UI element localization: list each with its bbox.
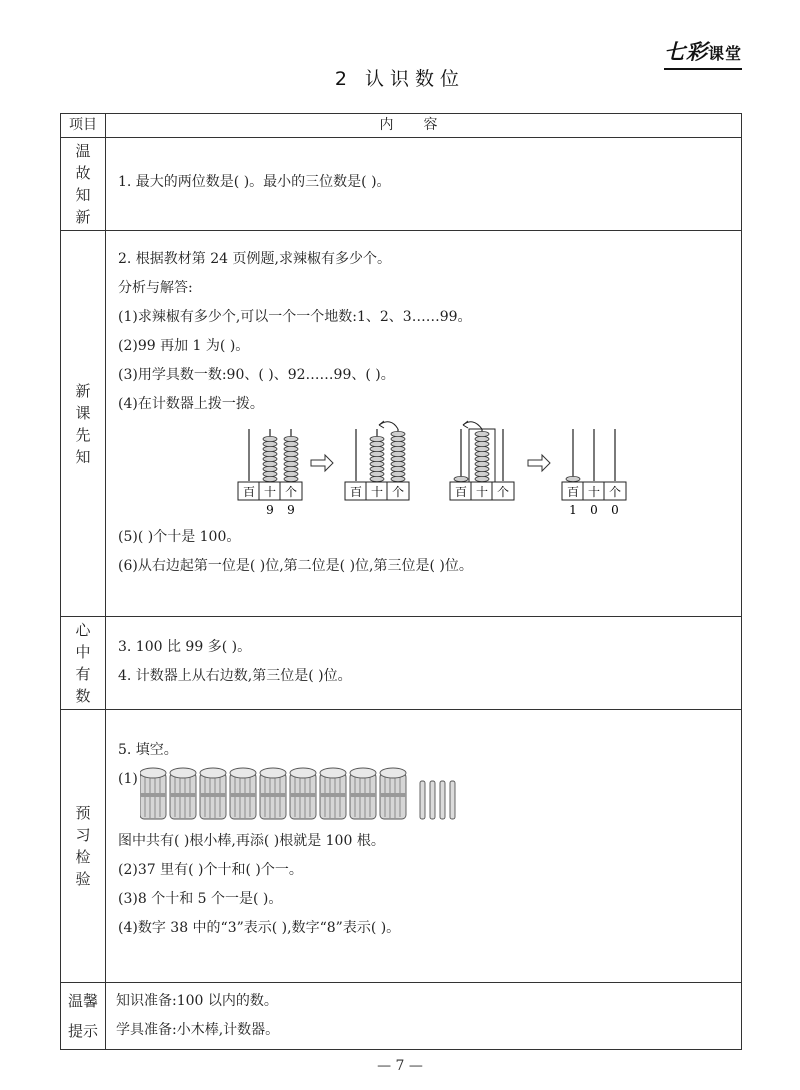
place-tens-3: 十	[475, 485, 489, 499]
stick-bundle	[260, 768, 286, 819]
step-2: (2)99 再加 1 为( )。	[118, 338, 250, 354]
arrow-icon	[528, 455, 550, 471]
question-2: 2. 根据教材第 24 页例题,求辣椒有多少个。	[118, 251, 391, 267]
header-content: 内容	[106, 114, 742, 138]
sub-question-1: (1)	[118, 771, 138, 787]
arrow-icon	[311, 455, 333, 471]
brand-sub: 课堂	[707, 44, 742, 63]
stick-bundle	[170, 768, 196, 819]
abacus-3	[450, 421, 514, 500]
digit-tens: 9	[266, 503, 274, 517]
place-hundreds-3: 百	[454, 485, 468, 499]
question-4: 4. 计数器上从右边数,第三位是( )位。	[118, 668, 352, 684]
label-tips: 温馨提示	[61, 983, 106, 1050]
abacus-diagram	[233, 419, 653, 519]
label-review: 温故知新	[61, 138, 106, 231]
tip-knowledge: 知识准备:100 以内的数。	[116, 993, 278, 1009]
label-check: 预习检验	[61, 710, 106, 983]
content-mind	[106, 617, 742, 710]
stick-bundle	[230, 768, 256, 819]
digit-hundreds-after: 1	[569, 503, 577, 517]
place-ones-4: 个	[608, 485, 622, 499]
page-number: — 7 —	[377, 1058, 423, 1074]
stick-bundle	[350, 768, 376, 819]
digit-ones-after: 0	[611, 503, 619, 517]
digit-tens-after: 0	[590, 503, 598, 517]
tip-tools: 学具准备:小木棒,计数器。	[116, 1022, 280, 1038]
stick-bundle	[380, 768, 406, 819]
place-hundreds-4: 百	[566, 485, 580, 499]
question-3: 3. 100 比 99 多( )。	[118, 639, 252, 655]
abacus-2	[345, 421, 409, 500]
place-ones-2: 个	[391, 485, 405, 499]
place-hundreds: 百	[242, 485, 256, 499]
label-mind: 心中有数	[61, 617, 106, 710]
table-header-row	[61, 114, 742, 138]
single-stick	[440, 781, 445, 819]
content-preview	[106, 231, 742, 617]
row-mind	[61, 617, 742, 710]
step-3: (3)用学具数一数:90、( )、92……99、( )。	[118, 367, 395, 383]
row-tips	[61, 983, 742, 1050]
content-tips	[106, 983, 742, 1050]
sub-question-2: (2)37 里有( )个十和( )个一。	[118, 862, 303, 878]
stick-bundle	[140, 768, 166, 819]
sub-question-4: (4)数字 38 中的“3”表示( ),数字“8”表示( )。	[118, 920, 401, 936]
header-item: 项目	[61, 114, 106, 138]
sub-question-3: (3)8 个十和 5 个一是( )。	[118, 891, 283, 907]
content-review	[106, 138, 742, 231]
step-1: (1)求辣椒有多少个,可以一个一个地数:1、2、3……99。	[118, 309, 472, 325]
question-1: 1. 最大的两位数是( )。最小的三位数是( )。	[118, 174, 391, 190]
stick-bundle	[200, 768, 226, 819]
row-check	[61, 710, 742, 983]
brand-main: 七彩	[663, 40, 708, 64]
single-stick	[430, 781, 435, 819]
place-tens: 十	[263, 485, 277, 499]
place-ones-3: 个	[496, 485, 510, 499]
single-stick	[450, 781, 455, 819]
question-5: 5. 填空。	[118, 742, 178, 758]
stick-bundle	[320, 768, 346, 819]
digit-ones: 9	[287, 503, 295, 517]
row-preview	[61, 231, 742, 617]
row-review	[61, 138, 742, 231]
lesson-table	[60, 113, 742, 1050]
sticks-row	[118, 765, 729, 827]
abacus-4	[562, 429, 626, 517]
step-6: (6)从右边起第一位是( )位,第二位是( )位,第三位是( )位。	[118, 558, 473, 574]
page-title: 2 认识数位	[334, 68, 466, 90]
step-5: (5)( )个十是 100。	[118, 529, 241, 545]
abacus-1	[238, 429, 302, 517]
sticks-image	[140, 765, 470, 825]
sticks-question: 图中共有( )根小棒,再添( )根就是 100 根。	[118, 833, 385, 849]
place-tens-4: 十	[587, 485, 601, 499]
place-ones: 个	[284, 485, 298, 499]
single-stick	[420, 781, 425, 819]
place-tens-2: 十	[370, 485, 384, 499]
step-4: (4)在计数器上拨一拨。	[118, 396, 264, 412]
content-check	[106, 710, 742, 983]
label-preview: 新课先知	[61, 231, 106, 617]
place-hundreds-2: 百	[349, 485, 363, 499]
analysis-heading: 分析与解答:	[118, 280, 193, 296]
stick-bundle	[290, 768, 316, 819]
